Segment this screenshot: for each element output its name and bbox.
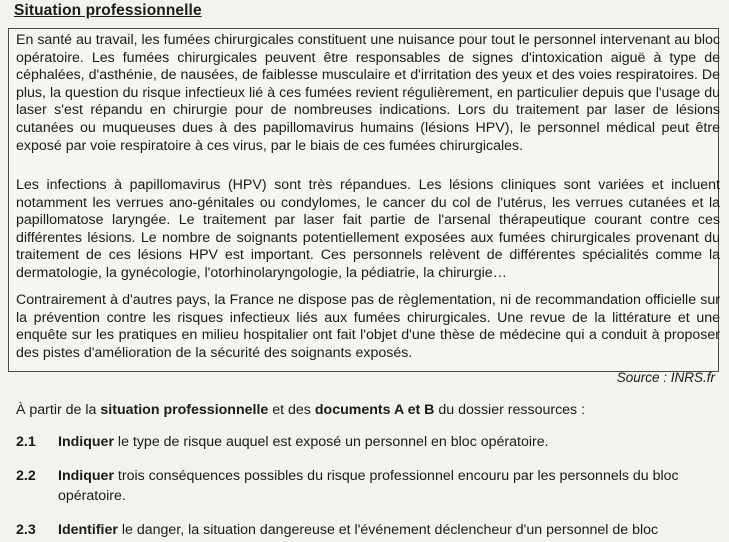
question-body: le type de risque auquel est exposé un personnel en bloc opératoire.: [113, 434, 549, 450]
question-body: le danger, la situation dangereuse et l'événement déclencheur d'un personnel de bloc: [117, 522, 659, 538]
section-title: Situation professionnelle: [14, 2, 202, 19]
paragraph-3: Contrairement à d'autres pays, la France ne dispose pas de règlementation, ni de recommandation officielle sur la prévention contre les risques infectieux liés aux fumées chirurgicales. Une revue de la littérature et une enquête sur les pratiques en milieu hospitalier ont fait l'objet d'une thèse de médecine qui a conduit à proposer des pistes d'amélioration de la sécurité des soignants exposés.: [16, 292, 720, 361]
instructions-intro: [16, 402, 716, 418]
question-verb: Indiquer: [58, 468, 114, 484]
question-number: 2.1: [16, 434, 36, 450]
question-verb: Indiquer: [58, 434, 114, 450]
question-text: [58, 432, 718, 452]
intro-text-1: À partir de la: [16, 402, 101, 418]
question-text: [58, 466, 718, 506]
intro-text-2: et des: [268, 402, 315, 418]
intro-bold-1: situation professionnelle: [100, 402, 269, 418]
question-number: 2.3: [16, 522, 36, 538]
question-verb: Identifier: [58, 522, 118, 538]
question-text: [58, 520, 718, 540]
intro-bold-2: documents A et B: [314, 402, 435, 418]
question-number: 2.2: [16, 468, 36, 484]
intro-text-3: du dossier ressources :: [434, 402, 586, 418]
source-citation: Source : INRS.fr: [616, 370, 715, 385]
paragraph-2: Les infections à papillomavirus (HPV) sont très répandues. Les lésions cliniques sont variées et incluent notamment les verrues ano-génitales ou condylomes, le cancer du col de l'utérus, les verrues cutanées et la papillomatose laryngée. Le traitement par laser fait partie de l'arsenal thérapeutique courant contre ces différentes lésions. Le nombre de soignants potentiellement exposées aux fumées chirurgicales provenant du traitement de ces lésions HPV est important. Ces personnels relèvent de différentes spécialités comme la dermatologie, la gynécologie, l'otorhinolaryngologie, la pédiatrie, la chirurgie…: [16, 177, 720, 281]
question-body: trois conséquences possibles du risque professionnel encouru par les personnels du bloc opératoire.: [58, 468, 679, 504]
paragraph-1: En santé au travail, les fumées chirurgicales constituent une nuisance pour tout le personnel intervenant au bloc opératoire. Les fumées chirurgicales peuvent être responsables de signes d'intoxication aiguë à type de céphalées, d'asthénie, de nausées, de faiblesse musculaire et d'irritation des yeux et des voies respiratoires. De plus, la question du risque infectieux lié à ces fumées revient régulièrement, en particulier depuis que l'usage du laser s'est répandu en chirurgie pour de nombreuses indications. Lors du traitement par laser de lésions cutanées ou muqueuses dues à des papillomavirus humains (lésions HPV), le personnel médical peut être exposé par voie respiratoire à ces virus, par le biais de ces fumées chirurgicales.: [16, 32, 720, 154]
